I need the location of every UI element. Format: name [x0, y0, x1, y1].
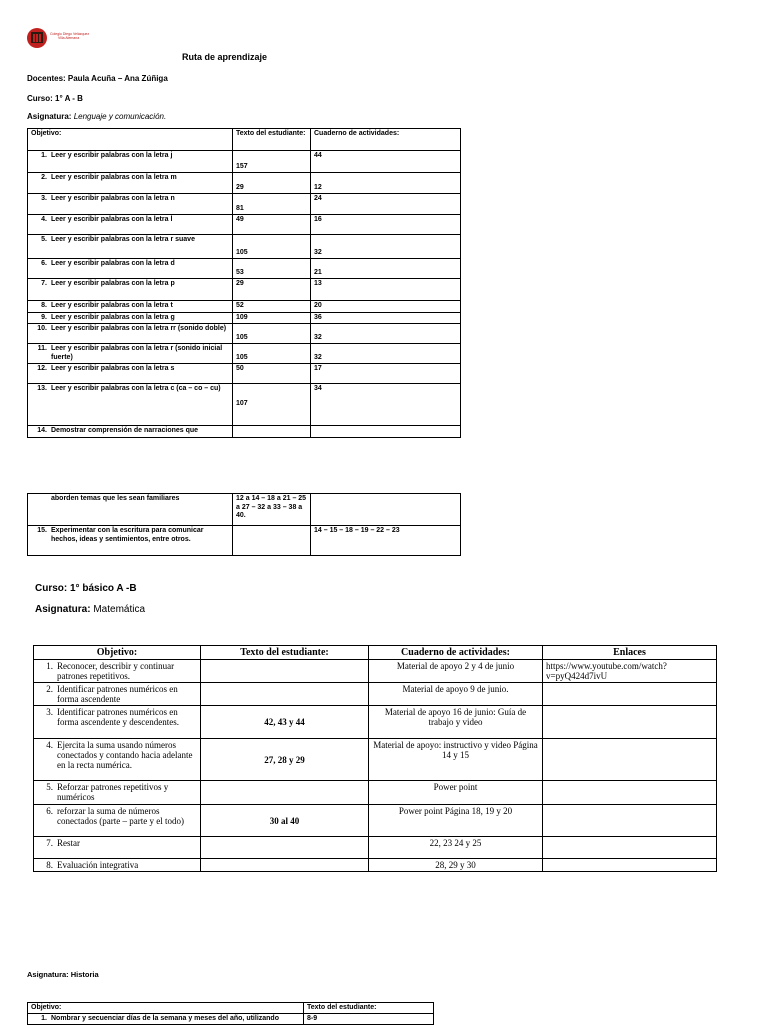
row-objetivo: Leer y escribir palabras con la letra c (ca – co – cu): [51, 385, 221, 392]
row-num: 4.: [41, 216, 47, 223]
row-texto: 107: [233, 384, 311, 426]
lenguaje-table-continued: [27, 493, 461, 556]
row-enlace: [543, 781, 717, 805]
math-curso: Curso: 1° básico A -B: [35, 583, 137, 594]
table-row: [34, 805, 717, 837]
row-texto: 29: [233, 279, 311, 301]
table-row: [28, 526, 461, 556]
row-num: 1.: [41, 1015, 47, 1022]
table-row: [28, 494, 461, 526]
row-objetivo: Leer y escribir palabras con la letra g: [51, 313, 175, 321]
row-cuaderno: 24: [311, 194, 461, 215]
table-row: [34, 706, 717, 739]
row-objetivo: Leer y escribir palabras con la letra s: [51, 365, 175, 372]
row-cuaderno: 32: [311, 344, 461, 364]
row-num: 13.: [37, 385, 47, 392]
row-objetivo: aborden temas que les sean familiares: [51, 495, 180, 502]
row-objetivo: Identificar patrones numéricos en forma ascendente y descendentes.: [57, 707, 179, 727]
row-cuaderno: 20: [311, 301, 461, 313]
row-enlace: [543, 805, 717, 837]
row-num: 5.: [41, 236, 47, 243]
row-texto: [201, 859, 369, 872]
row-num: 8.: [46, 860, 53, 870]
col-header-texto: Texto del estudiante:: [304, 1003, 434, 1014]
row-num: 7.: [41, 280, 47, 287]
table-row: [28, 259, 461, 279]
row-texto: 109: [233, 312, 311, 324]
row-objetivo: Ejercita la suma usando números conectados y contando hacia adelante en la recta numérica.: [57, 740, 193, 770]
table-row: [34, 859, 717, 872]
row-objetivo: Leer y escribir palabras con la letra l: [51, 216, 173, 223]
matematica-table: [33, 645, 717, 872]
row-texto: 12 a 14 – 18 a 21 – 25 a 27 – 32 a 33 – 38 a 40.: [233, 494, 311, 526]
row-num: 2.: [46, 684, 53, 694]
asignatura-label: Asignatura:: [27, 112, 72, 121]
row-enlace: [543, 706, 717, 739]
row-objetivo: Leer y escribir palabras con la letra r suave: [51, 236, 195, 243]
row-objetivo: Restar: [57, 838, 80, 848]
row-cuaderno: 34: [311, 384, 461, 426]
row-cuaderno: Material de apoyo 9 de junio.: [369, 683, 543, 706]
row-texto: 49: [233, 215, 311, 235]
row-objetivo: Reconocer, describir y continuar patrones repetitivos.: [57, 661, 175, 681]
col-header-objetivo: Objetivo:: [28, 1003, 304, 1014]
col-header-cuaderno: Cuaderno de actividades:: [369, 646, 543, 660]
row-texto: 8-9: [304, 1014, 434, 1025]
row-objetivo: Nombrar y secuenciar días de la semana y meses del año, utilizando: [51, 1015, 279, 1022]
row-cuaderno: 13: [311, 279, 461, 301]
row-objetivo: Reforzar patrones repetitivos y numéricos: [57, 782, 169, 802]
table-row: [28, 344, 461, 364]
row-cuaderno: 12: [311, 173, 461, 194]
row-cuaderno: 44: [311, 151, 461, 173]
row-texto: 81: [233, 194, 311, 215]
row-cuaderno: 14 – 15 – 18 – 19 – 22 – 23: [311, 526, 461, 556]
row-cuaderno: 17: [311, 364, 461, 384]
row-texto: [233, 526, 311, 556]
curso-text: Curso: 1° A - B: [27, 94, 83, 103]
docentes-text: Docentes: Paula Acuña – Ana Zúñiga: [27, 74, 168, 83]
page-title: Ruta de aprendizaje: [182, 52, 268, 62]
row-texto: [201, 660, 369, 683]
logo-text-2: Villa Alemana: [58, 36, 80, 40]
row-cuaderno: [311, 426, 461, 438]
lenguaje-table: [27, 128, 461, 438]
row-objetivo: Evaluación integrativa: [57, 860, 139, 870]
row-texto: 30 al 40: [201, 805, 369, 837]
row-cuaderno: Power point Página 18, 19 y 20: [369, 805, 543, 837]
row-enlace: [543, 837, 717, 859]
row-objetivo: Leer y escribir palabras con la letra d: [51, 260, 175, 267]
table-row: [34, 683, 717, 706]
row-objetivo: Leer y escribir palabras con la letra t: [51, 302, 173, 309]
row-texto: 52: [233, 301, 311, 313]
row-objetivo: Leer y escribir palabras con la letra j: [51, 152, 173, 159]
row-num: 6.: [41, 260, 47, 267]
table-row: [28, 301, 461, 313]
row-num: 4.: [46, 740, 53, 750]
row-objetivo: Leer y escribir palabras con la letra rr (sonido doble): [51, 325, 227, 332]
row-cuaderno: 32: [311, 235, 461, 259]
row-objetivo: Leer y escribir palabras con la letra n: [51, 195, 175, 202]
row-texto: [233, 426, 311, 438]
row-objetivo: Leer y escribir palabras con la letra p: [51, 280, 175, 287]
row-cuaderno: 28, 29 y 30: [369, 859, 543, 872]
row-texto: 53: [233, 259, 311, 279]
row-objetivo: Demostrar comprensión de narraciones que: [51, 427, 199, 434]
row-cuaderno: 32: [311, 324, 461, 344]
row-num: 3.: [41, 195, 47, 202]
row-num: [31, 495, 51, 504]
row-objetivo: reforzar la suma de números conectados (parte – parte y el todo): [57, 806, 184, 826]
col-header-cuaderno: Cuaderno de actividades:: [311, 129, 461, 151]
row-objetivo: Leer y escribir palabras con la letra m: [51, 174, 177, 181]
table-row: [28, 312, 461, 324]
row-cuaderno: 22, 23 24 y 25: [369, 837, 543, 859]
table-row: [28, 173, 461, 194]
row-num: 2.: [41, 174, 47, 181]
row-num: 15.: [37, 527, 47, 534]
row-texto: 42, 43 y 44: [201, 706, 369, 739]
row-texto: [201, 781, 369, 805]
row-cuaderno: Material de apoyo: instructivo y video Página 14 y 15: [369, 739, 543, 781]
table-row: [28, 364, 461, 384]
row-num: 9.: [41, 313, 47, 321]
row-texto: 157: [233, 151, 311, 173]
table-row: [34, 660, 717, 683]
table-row: [34, 837, 717, 859]
table-row: [34, 781, 717, 805]
row-cuaderno: Material de apoyo 2 y 4 de junio: [369, 660, 543, 683]
row-texto: 50: [233, 364, 311, 384]
table-row: [28, 279, 461, 301]
asignatura-value: Lenguaje y comunicación.: [73, 112, 167, 121]
row-texto: 105: [233, 344, 311, 364]
row-objetivo: Experimentar con la escritura para comunicar hechos, ideas y sentimientos, entre otros.: [51, 527, 204, 543]
table-row: [28, 324, 461, 344]
row-cuaderno: [311, 494, 461, 526]
math-asignatura: [35, 604, 145, 615]
row-enlace: [543, 859, 717, 872]
col-header-objetivo: Objetivo:: [34, 646, 201, 660]
row-texto: 105: [233, 324, 311, 344]
table-row: [34, 739, 717, 781]
historia-asignatura: Asignatura: Historia: [27, 970, 99, 979]
table-row: [28, 1014, 434, 1025]
math-asignatura-value: Matemática: [93, 604, 146, 615]
table-row: [28, 194, 461, 215]
historia-table: [27, 1002, 434, 1025]
row-num: 12.: [37, 365, 47, 372]
asignatura-lenguaje: [27, 112, 166, 121]
table-row: [28, 235, 461, 259]
row-texto: [201, 683, 369, 706]
row-num: 1.: [46, 661, 53, 671]
row-cuaderno: 36: [311, 312, 461, 324]
logo-text-1: Colegio Diego Velázquez: [50, 32, 90, 36]
row-texto: 27, 28 y 29: [201, 739, 369, 781]
row-enlace: [543, 739, 717, 781]
col-header-enlaces: Enlaces: [543, 646, 717, 660]
table-row: [28, 384, 461, 426]
col-header-objetivo: Objetivo:: [28, 129, 233, 151]
row-num: 11.: [37, 345, 47, 352]
row-cuaderno: Material de apoyo 16 de junio: Guía de trabajo y video: [369, 706, 543, 739]
row-num: 14.: [37, 427, 47, 434]
row-num: 7.: [46, 838, 53, 848]
row-cuaderno: Power point: [369, 781, 543, 805]
row-objetivo: Identificar patrones numéricos en forma ascendente: [57, 684, 178, 704]
col-header-texto: Texto del estudiante:: [201, 646, 369, 660]
row-objetivo: Leer y escribir palabras con la letra r (sonido inicial fuerte): [51, 345, 223, 361]
school-logo: [27, 26, 90, 50]
table-row: [28, 426, 461, 438]
row-num: 8.: [41, 302, 47, 309]
row-num: 3.: [46, 707, 53, 717]
table-row: [28, 151, 461, 173]
row-enlace: [543, 683, 717, 706]
row-cuaderno: 16: [311, 215, 461, 235]
row-texto: 29: [233, 173, 311, 194]
table-row: [28, 215, 461, 235]
row-num: 1.: [41, 152, 47, 159]
col-header-texto: Texto del estudiante:: [233, 129, 311, 151]
row-num: 5.: [46, 782, 53, 792]
row-num: 10.: [37, 325, 47, 332]
row-cuaderno: 21: [311, 259, 461, 279]
row-texto: [201, 837, 369, 859]
row-texto: 105: [233, 235, 311, 259]
row-enlace-link[interactable]: https://www.youtube.com/watch?v=pyQ424d7ivU: [543, 660, 717, 683]
row-num: 6.: [46, 806, 53, 816]
math-asignatura-label: Asignatura:: [35, 604, 91, 615]
